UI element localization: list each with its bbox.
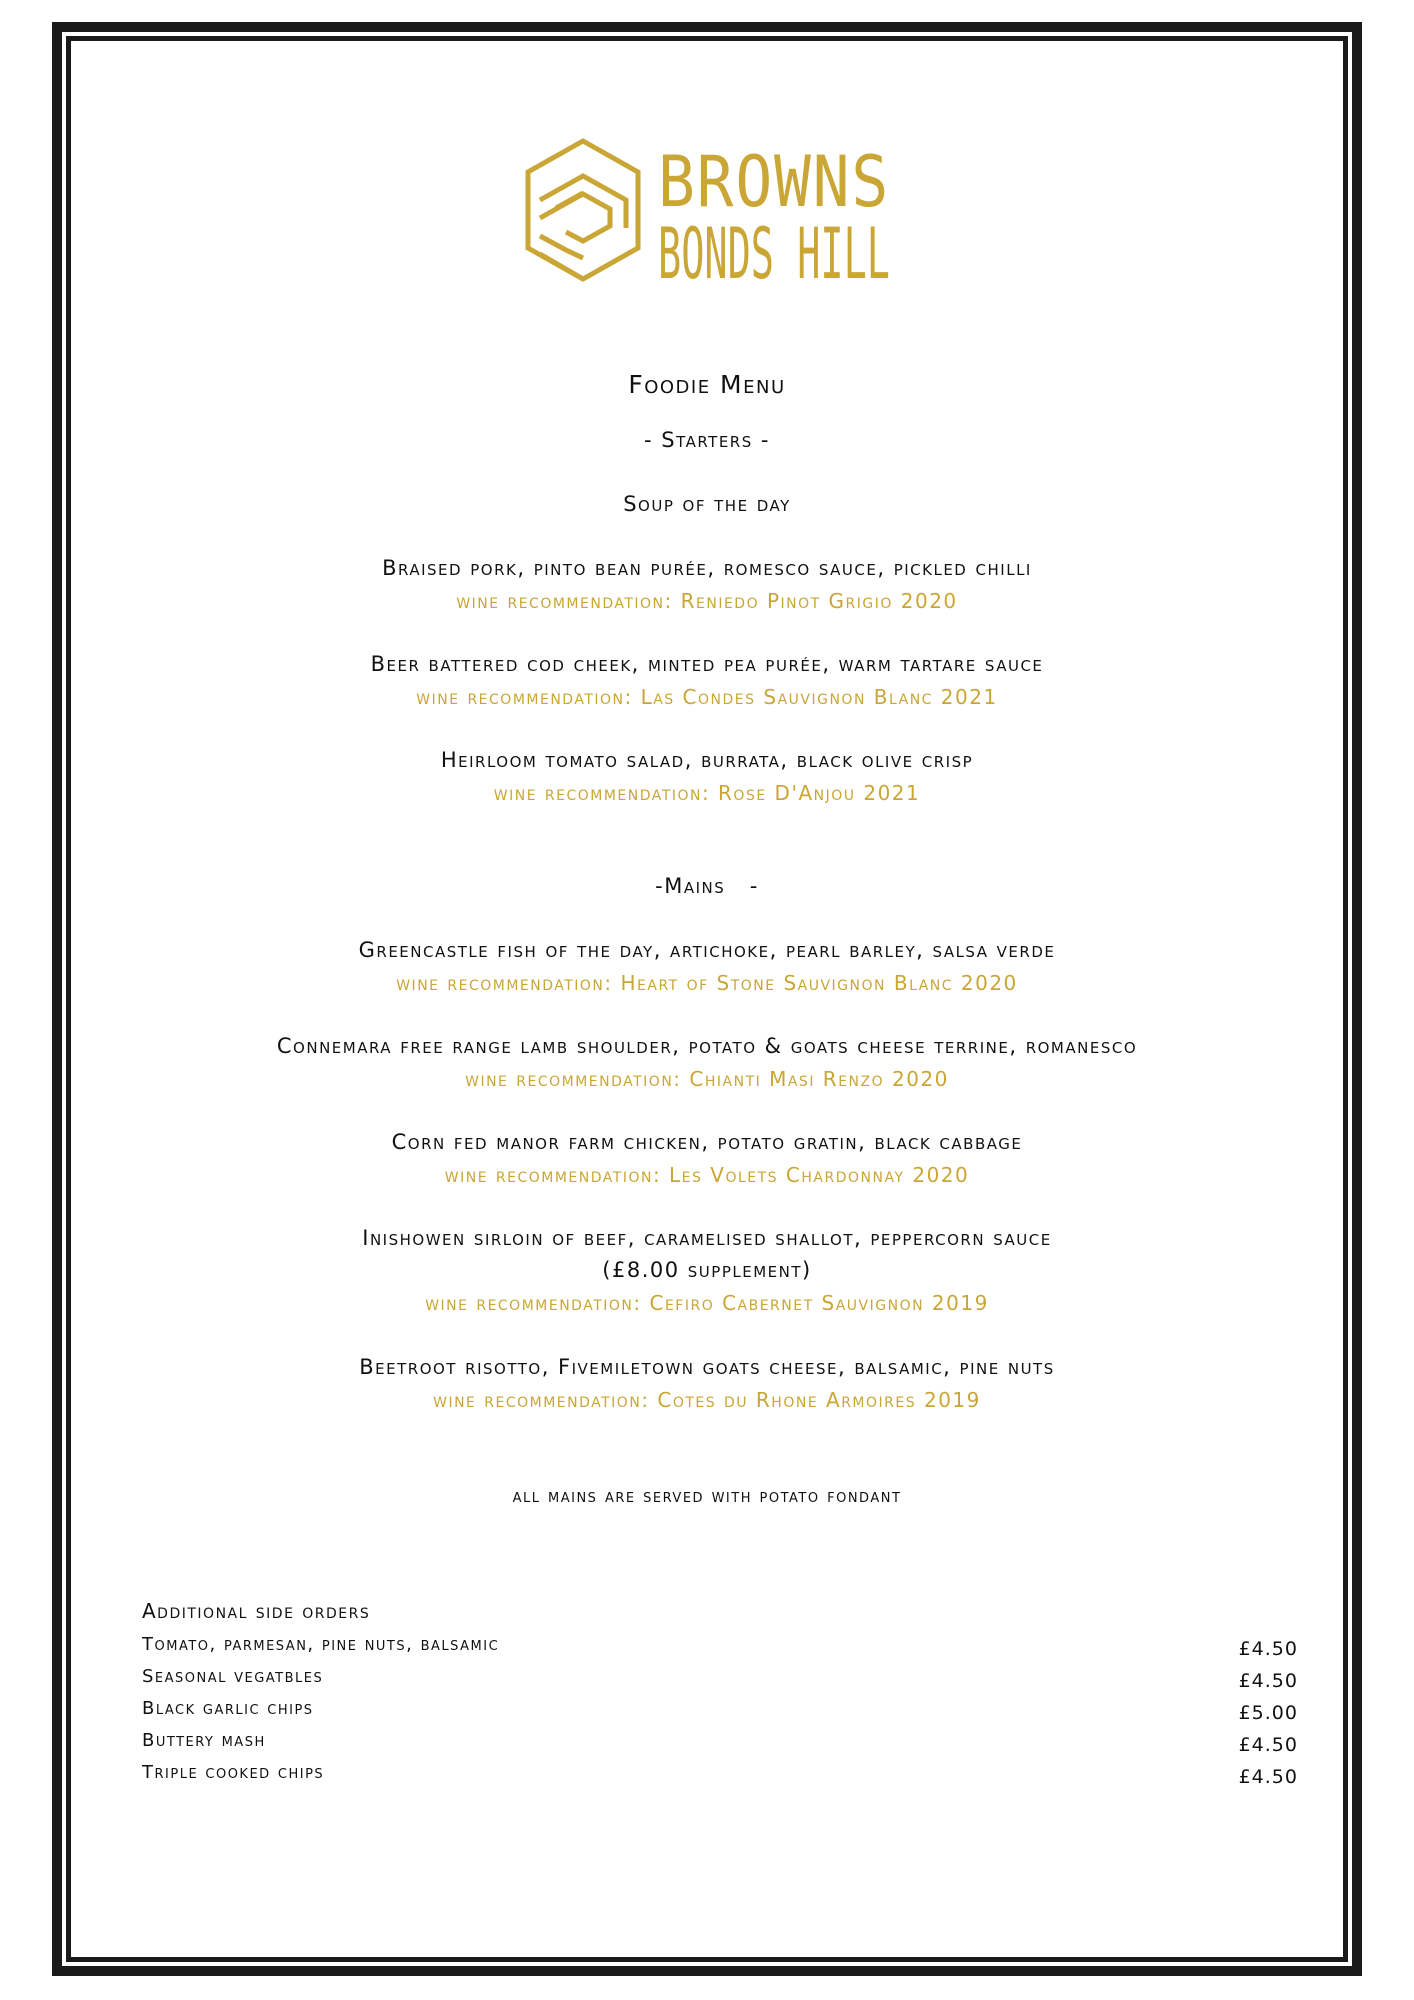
starter-dish-2: Beer battered cod cheek, minted pea purée, warm tartare sauce <box>370 652 1044 676</box>
side-price: £4.50 <box>1238 1766 1298 1788</box>
soup-of-the-day: Soup of the day <box>623 492 791 516</box>
starter-wine-3: wine recommendation: Rose D'Anjou 2021 <box>493 781 921 805</box>
side-name: Tomato, parmesan, pine nuts, balsamic <box>142 1634 500 1655</box>
side-row <box>142 1762 1298 1792</box>
side-price: £4.50 <box>1238 1734 1298 1756</box>
main-wine-3: wine recommendation: Les Volets Chardonnay 2020 <box>444 1163 970 1187</box>
starter-dish-1: Braised pork, pinto bean purée, romesco sauce, pickled chilli <box>382 556 1032 580</box>
main-supplement-4: (£8.00 supplement) <box>602 1258 812 1282</box>
main-dish-3: Corn fed manor farm chicken, potato gratin, black cabbage <box>391 1130 1023 1154</box>
side-name: Black garlic chips <box>142 1698 314 1719</box>
main-dish-5: Beetroot risotto, Fivemiletown goats cheese, balsamic, pine nuts <box>359 1355 1055 1379</box>
starters-heading: - Starters - <box>643 428 770 452</box>
mains-heading: -Mains - <box>655 874 759 898</box>
brand-line-2: BONDS HILL <box>658 213 890 295</box>
starter-wine-2: wine recommendation: Las Condes Sauvignon Blanc 2021 <box>416 685 998 709</box>
side-price: £5.00 <box>1238 1702 1298 1724</box>
main-dish-1: Greencastle fish of the day, artichoke, pearl barley, salsa verde <box>358 938 1056 962</box>
side-price: £4.50 <box>1238 1638 1298 1660</box>
main-dish-2: Connemara free range lamb shoulder, potato & goats cheese terrine, romanesco <box>276 1034 1138 1058</box>
hexagon-emblem-icon <box>528 141 638 279</box>
side-name: Seasonal vegatbles <box>142 1666 324 1687</box>
main-dish-4: Inishowen sirloin of beef, caramelised shallot, peppercorn sauce <box>362 1226 1052 1250</box>
main-wine-4: wine recommendation: Cefiro Cabernet Sauvignon 2019 <box>425 1291 989 1315</box>
main-wine-5: wine recommendation: Cotes du Rhone Armoires 2019 <box>433 1388 981 1412</box>
side-row <box>142 1698 1298 1728</box>
main-wine-2: wine recommendation: Chianti Masi Renzo 2020 <box>465 1067 949 1091</box>
side-row <box>142 1666 1298 1696</box>
starter-dish-3: Heirloom tomato salad, burrata, black olive crisp <box>440 748 974 772</box>
menu-title: Foodie Menu <box>628 370 786 399</box>
starter-wine-1: wine recommendation: Reniedo Pinot Grigio 2020 <box>456 589 958 613</box>
side-name: Buttery mash <box>142 1730 266 1751</box>
side-row <box>142 1634 1298 1664</box>
side-name: Triple cooked chips <box>142 1762 325 1783</box>
side-price: £4.50 <box>1238 1670 1298 1692</box>
mains-note: all mains are served with potato fondant <box>512 1485 902 1507</box>
side-row <box>142 1730 1298 1760</box>
brand-line-1: BROWNS <box>658 141 890 223</box>
main-wine-1: wine recommendation: Heart of Stone Sauvignon Blanc 2020 <box>396 971 1018 995</box>
browns-bonds-hill-logo <box>518 138 898 295</box>
sides-title: Additional side orders <box>142 1599 371 1623</box>
